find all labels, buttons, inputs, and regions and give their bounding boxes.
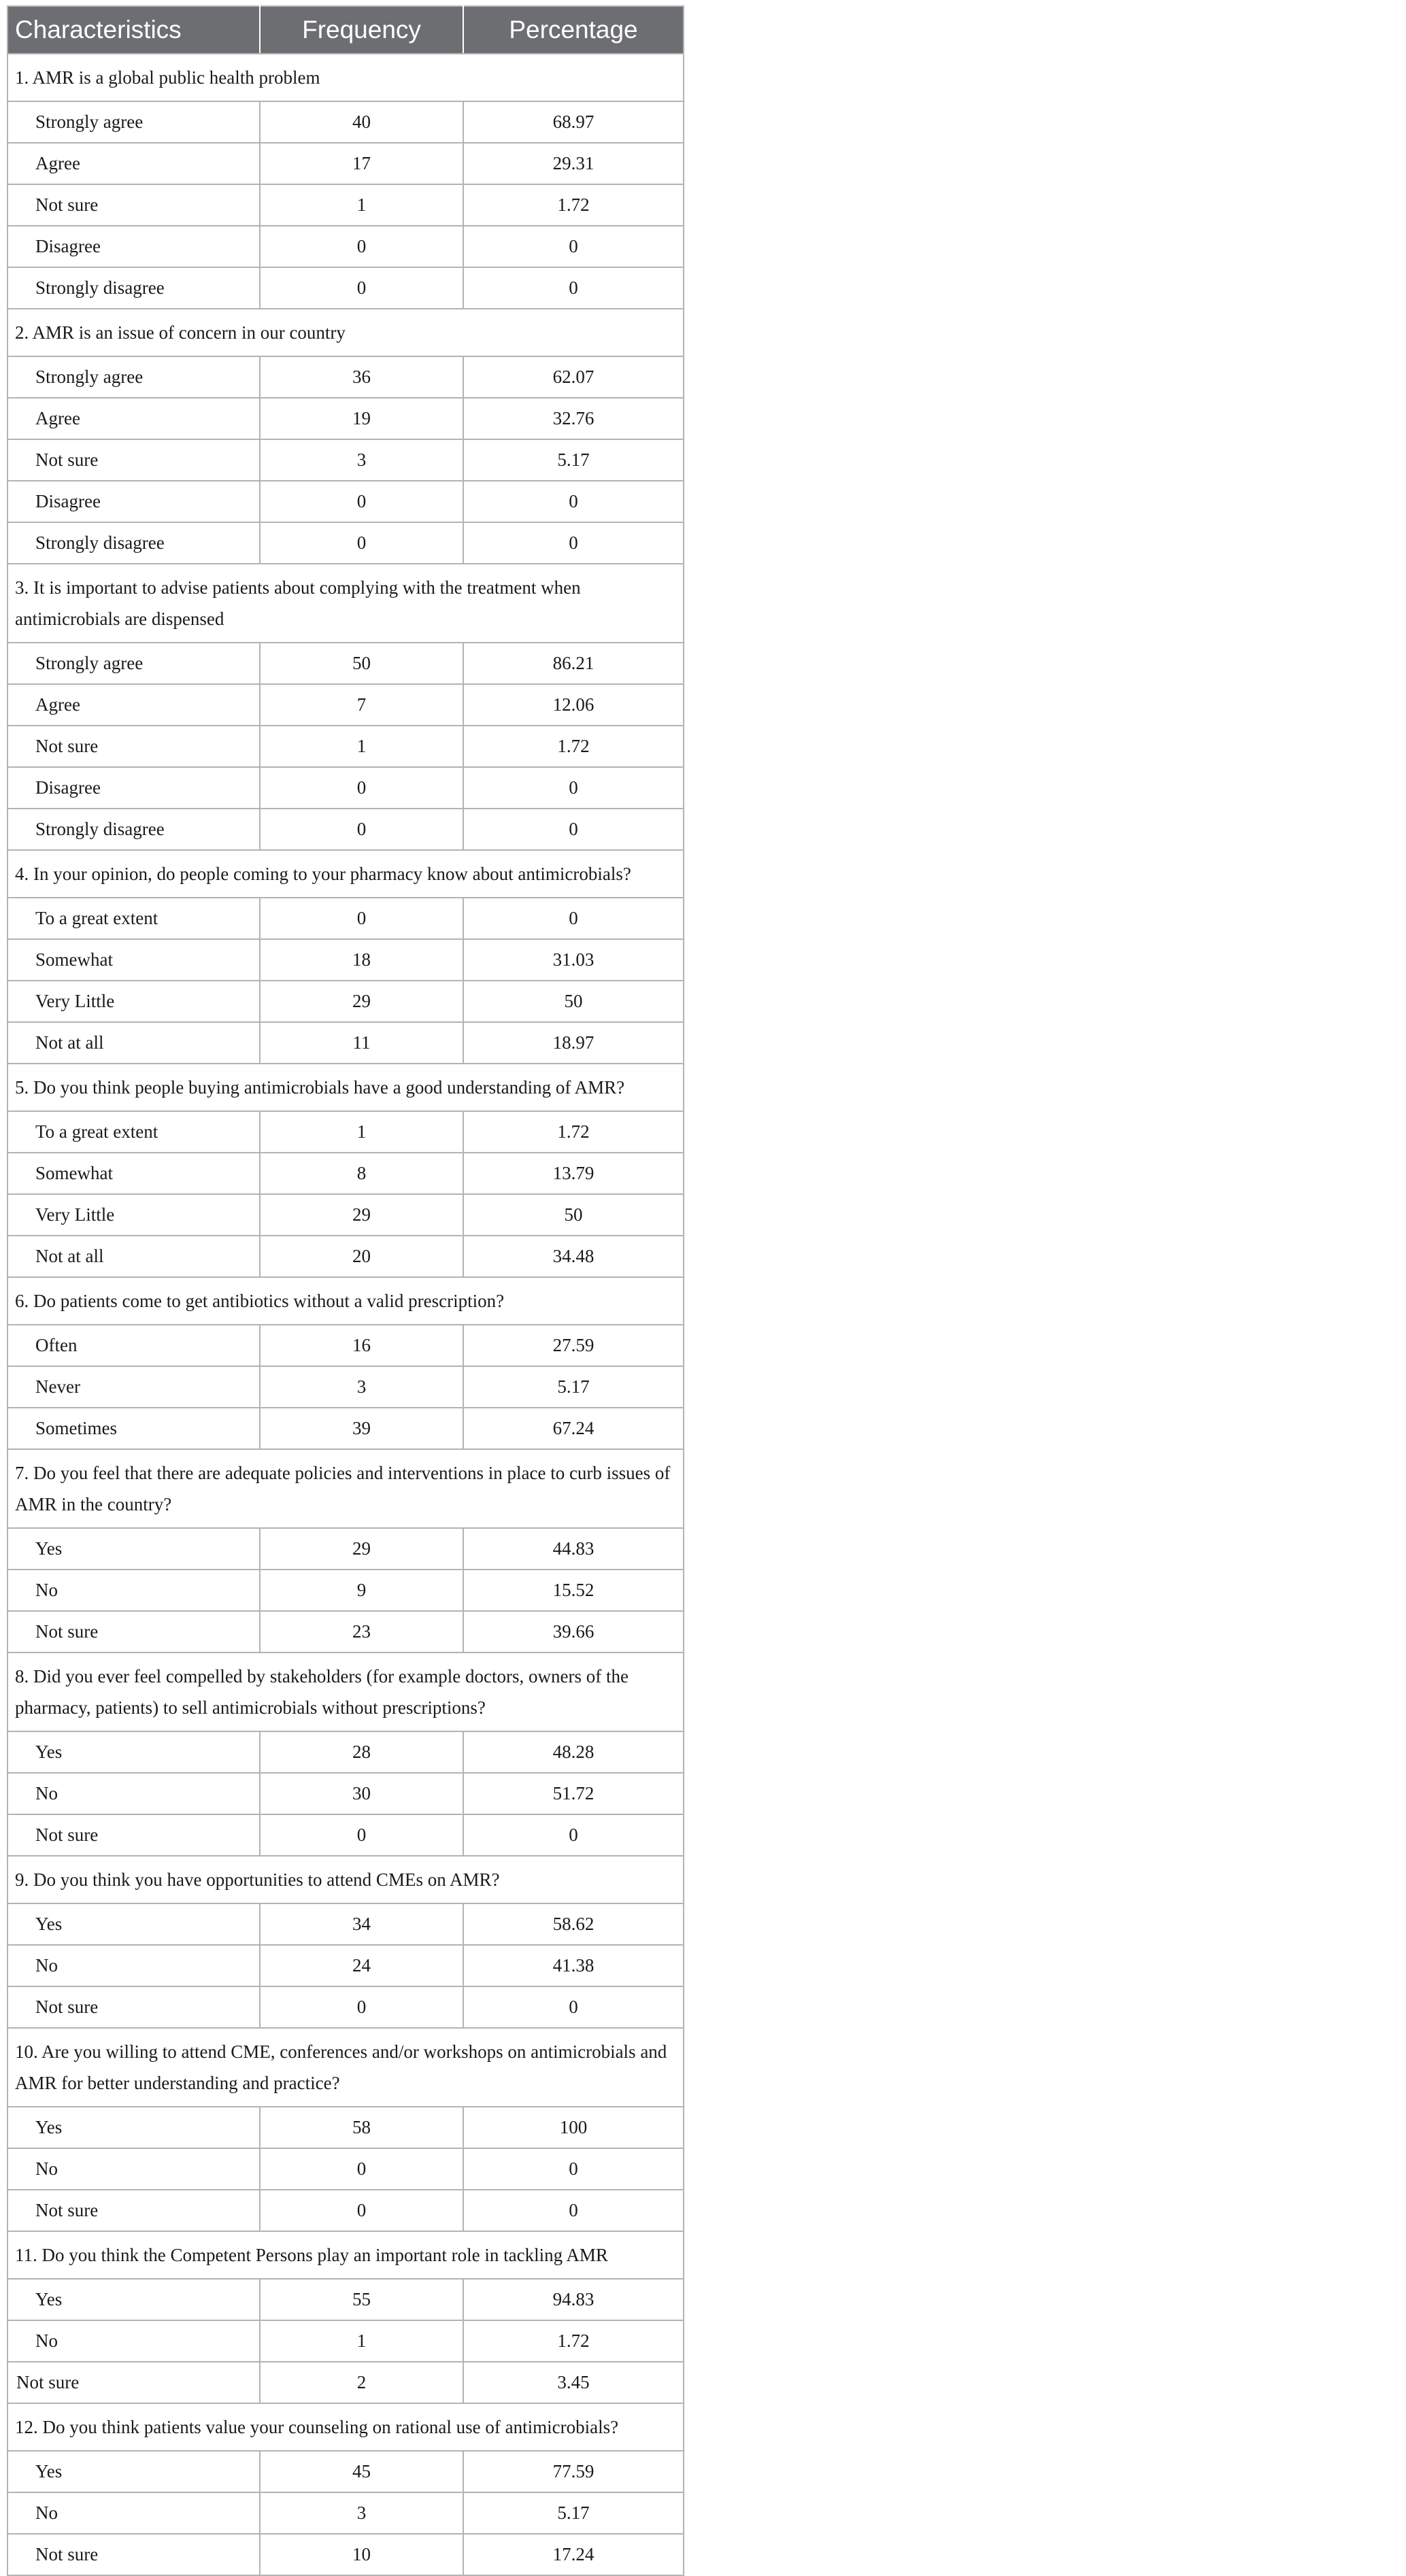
answer-row (7, 2492, 684, 2534)
frequency-cell: 3 (260, 2492, 463, 2534)
frequency-cell: 0 (260, 481, 463, 522)
answer-row (7, 1570, 684, 1611)
answer-option: Not sure (7, 1611, 260, 1653)
answer-row (7, 1814, 684, 1856)
percentage-cell: 1.72 (463, 2320, 684, 2362)
percentage-cell: 0 (463, 767, 684, 809)
percentage-cell: 51.72 (463, 1773, 684, 1814)
answer-row (7, 981, 684, 1022)
question-row (7, 2403, 684, 2451)
percentage-cell: 48.28 (463, 1731, 684, 1773)
percentage-cell: 12.06 (463, 684, 684, 726)
frequency-cell: 55 (260, 2279, 463, 2320)
answer-row (7, 2107, 684, 2148)
question-row (7, 1064, 684, 1111)
answer-option: Agree (7, 398, 260, 439)
percentage-cell: 77.59 (463, 2451, 684, 2492)
answer-row (7, 1731, 684, 1773)
percentage-cell: 17.24 (463, 2534, 684, 2575)
frequency-cell: 0 (260, 1986, 463, 2028)
question-text: 12. Do you think patients value your counseling on rational use of antimicrobials? (7, 2403, 684, 2451)
percentage-cell: 0 (463, 226, 684, 267)
percentage-cell: 94.83 (463, 2279, 684, 2320)
percentage-cell: 0 (463, 481, 684, 522)
frequency-cell: 10 (260, 2534, 463, 2575)
percentage-cell: 0 (463, 522, 684, 564)
question-text: 4. In your opinion, do people coming to your pharmacy know about antimicrobials? (7, 850, 684, 898)
answer-row (7, 101, 684, 143)
percentage-cell: 0 (463, 1814, 684, 1856)
percentage-cell: 1.72 (463, 726, 684, 767)
frequency-cell: 0 (260, 226, 463, 267)
header-frequency: Frequency (260, 6, 463, 54)
answer-option: Disagree (7, 767, 260, 809)
answer-row (7, 267, 684, 309)
answer-option: Yes (7, 2279, 260, 2320)
frequency-cell: 11 (260, 1022, 463, 1064)
answer-row (7, 1903, 684, 1945)
question-text: 1. AMR is a global public health problem (7, 54, 684, 101)
answer-row (7, 809, 684, 850)
answer-row (7, 1111, 684, 1153)
question-text: 8. Did you ever feel compelled by stakeholders (for example doctors, owners of the pharmacy, patients) to sell antimicrobials without prescriptions? (7, 1653, 684, 1731)
answer-option: Somewhat (7, 1153, 260, 1194)
answer-option: Yes (7, 1731, 260, 1773)
percentage-cell: 13.79 (463, 1153, 684, 1194)
frequency-cell: 1 (260, 2320, 463, 2362)
answer-row (7, 2451, 684, 2492)
question-text: 3. It is important to advise patients about complying with the treatment when antimicrobials are dispensed (7, 564, 684, 643)
frequency-cell: 19 (260, 398, 463, 439)
answer-row (7, 2534, 684, 2575)
frequency-cell: 1 (260, 1111, 463, 1153)
percentage-cell: 62.07 (463, 356, 684, 398)
percentage-cell: 5.17 (463, 1366, 684, 1408)
answer-row (7, 726, 684, 767)
answer-option: Sometimes (7, 1408, 260, 1449)
frequency-cell: 0 (260, 2148, 463, 2190)
percentage-cell: 67.24 (463, 1408, 684, 1449)
answer-option: Yes (7, 2451, 260, 2492)
percentage-cell: 32.76 (463, 398, 684, 439)
answer-row (7, 1022, 684, 1064)
answer-option: Disagree (7, 481, 260, 522)
answer-row (7, 1236, 684, 1277)
answer-row (7, 1194, 684, 1236)
answer-option: Disagree (7, 226, 260, 267)
answer-option: Strongly disagree (7, 522, 260, 564)
percentage-cell: 0 (463, 1986, 684, 2028)
frequency-cell: 29 (260, 1194, 463, 1236)
answer-row (7, 2148, 684, 2190)
frequency-cell: 0 (260, 2190, 463, 2231)
answer-option: No (7, 1773, 260, 1814)
frequency-cell: 3 (260, 1366, 463, 1408)
question-row (7, 1856, 684, 1903)
answer-option: Not at all (7, 1236, 260, 1277)
frequency-cell: 29 (260, 1528, 463, 1570)
table-body (7, 54, 684, 2575)
answer-option: Never (7, 1366, 260, 1408)
frequency-cell: 23 (260, 1611, 463, 1653)
frequency-cell: 29 (260, 981, 463, 1022)
question-text: 7. Do you feel that there are adequate policies and interventions in place to curb issues of AMR in the country? (7, 1449, 684, 1528)
answer-row (7, 2320, 684, 2362)
percentage-cell: 18.97 (463, 1022, 684, 1064)
answer-row (7, 439, 684, 481)
frequency-cell: 0 (260, 1814, 463, 1856)
answer-row (7, 684, 684, 726)
frequency-cell: 20 (260, 1236, 463, 1277)
percentage-cell: 27.59 (463, 1325, 684, 1366)
frequency-cell: 0 (260, 267, 463, 309)
answer-row (7, 356, 684, 398)
header-row (7, 6, 684, 54)
question-text: 11. Do you think the Competent Persons play an important role in tackling AMR (7, 2231, 684, 2279)
frequency-cell: 40 (260, 101, 463, 143)
answer-option: Somewhat (7, 939, 260, 981)
answer-option: Yes (7, 2107, 260, 2148)
answer-row (7, 143, 684, 184)
frequency-cell: 18 (260, 939, 463, 981)
percentage-cell: 50 (463, 1194, 684, 1236)
answer-option: Not sure (7, 439, 260, 481)
percentage-cell: 0 (463, 267, 684, 309)
frequency-cell: 17 (260, 143, 463, 184)
frequency-cell: 1 (260, 726, 463, 767)
answer-option: Strongly agree (7, 101, 260, 143)
answer-row (7, 767, 684, 809)
question-row (7, 309, 684, 356)
answer-row (7, 1408, 684, 1449)
answer-option: Agree (7, 684, 260, 726)
answer-row (7, 898, 684, 939)
answer-option: Strongly agree (7, 643, 260, 684)
percentage-cell: 15.52 (463, 1570, 684, 1611)
question-text: 10. Are you willing to attend CME, conferences and/or workshops on antimicrobials and AMR for better understanding and practice? (7, 2028, 684, 2107)
percentage-cell: 31.03 (463, 939, 684, 981)
percentage-cell: 68.97 (463, 101, 684, 143)
answer-option: Not sure (7, 1986, 260, 2028)
answer-option: Not sure (7, 2362, 260, 2403)
question-row (7, 1653, 684, 1731)
header-percentage: Percentage (463, 6, 684, 54)
percentage-cell: 0 (463, 898, 684, 939)
percentage-cell: 0 (463, 2148, 684, 2190)
survey-results-table (7, 5, 684, 2576)
header-characteristics: Characteristics (7, 6, 260, 54)
question-text: 2. AMR is an issue of concern in our country (7, 309, 684, 356)
percentage-cell: 86.21 (463, 643, 684, 684)
answer-row (7, 1773, 684, 1814)
answer-option: No (7, 1570, 260, 1611)
percentage-cell: 3.45 (463, 2362, 684, 2403)
answer-option: Yes (7, 1903, 260, 1945)
answer-row (7, 2362, 684, 2403)
answer-option: No (7, 2148, 260, 2190)
answer-option: Very Little (7, 981, 260, 1022)
question-row (7, 1449, 684, 1528)
frequency-cell: 24 (260, 1945, 463, 1986)
frequency-cell: 36 (260, 356, 463, 398)
answer-option: No (7, 2492, 260, 2534)
answer-row (7, 226, 684, 267)
percentage-cell: 100 (463, 2107, 684, 2148)
question-text: 9. Do you think you have opportunities to attend CMEs on AMR? (7, 1856, 684, 1903)
answer-option: Not sure (7, 726, 260, 767)
answer-option: No (7, 2320, 260, 2362)
question-text: 5. Do you think people buying antimicrobials have a good understanding of AMR? (7, 1064, 684, 1111)
question-row (7, 1277, 684, 1325)
answer-option: Strongly disagree (7, 809, 260, 850)
answer-row (7, 481, 684, 522)
answer-option: Not sure (7, 2190, 260, 2231)
frequency-cell: 3 (260, 439, 463, 481)
percentage-cell: 44.83 (463, 1528, 684, 1570)
frequency-cell: 39 (260, 1408, 463, 1449)
percentage-cell: 41.38 (463, 1945, 684, 1986)
answer-option: Yes (7, 1528, 260, 1570)
frequency-cell: 45 (260, 2451, 463, 2492)
frequency-cell: 9 (260, 1570, 463, 1611)
table-header (7, 6, 684, 54)
answer-option: Not sure (7, 2534, 260, 2575)
frequency-cell: 28 (260, 1731, 463, 1773)
frequency-cell: 50 (260, 643, 463, 684)
frequency-cell: 30 (260, 1773, 463, 1814)
question-row (7, 2028, 684, 2107)
frequency-cell: 0 (260, 522, 463, 564)
survey-table-container (7, 5, 683, 2576)
frequency-cell: 8 (260, 1153, 463, 1194)
answer-option: Often (7, 1325, 260, 1366)
frequency-cell: 2 (260, 2362, 463, 2403)
answer-row (7, 643, 684, 684)
question-text: 6. Do patients come to get antibiotics without a valid prescription? (7, 1277, 684, 1325)
question-row (7, 2231, 684, 2279)
answer-row (7, 398, 684, 439)
answer-option: No (7, 1945, 260, 1986)
answer-row (7, 2279, 684, 2320)
answer-row (7, 1325, 684, 1366)
question-row (7, 850, 684, 898)
percentage-cell: 34.48 (463, 1236, 684, 1277)
answer-option: Agree (7, 143, 260, 184)
percentage-cell: 5.17 (463, 439, 684, 481)
answer-option: Not at all (7, 1022, 260, 1064)
frequency-cell: 0 (260, 767, 463, 809)
percentage-cell: 0 (463, 2190, 684, 2231)
frequency-cell: 0 (260, 898, 463, 939)
answer-row (7, 1945, 684, 1986)
answer-option: Strongly agree (7, 356, 260, 398)
percentage-cell: 5.17 (463, 2492, 684, 2534)
answer-row (7, 1366, 684, 1408)
percentage-cell: 58.62 (463, 1903, 684, 1945)
answer-row (7, 1611, 684, 1653)
answer-row (7, 522, 684, 564)
frequency-cell: 58 (260, 2107, 463, 2148)
answer-option: Strongly disagree (7, 267, 260, 309)
answer-option: To a great extent (7, 898, 260, 939)
percentage-cell: 1.72 (463, 1111, 684, 1153)
percentage-cell: 39.66 (463, 1611, 684, 1653)
answer-option: Very Little (7, 1194, 260, 1236)
answer-row (7, 1153, 684, 1194)
answer-option: Not sure (7, 1814, 260, 1856)
frequency-cell: 7 (260, 684, 463, 726)
answer-row (7, 1986, 684, 2028)
answer-row (7, 2190, 684, 2231)
frequency-cell: 16 (260, 1325, 463, 1366)
percentage-cell: 50 (463, 981, 684, 1022)
question-row (7, 54, 684, 101)
answer-option: Not sure (7, 184, 260, 226)
answer-row (7, 1528, 684, 1570)
percentage-cell: 0 (463, 809, 684, 850)
answer-row (7, 184, 684, 226)
frequency-cell: 1 (260, 184, 463, 226)
frequency-cell: 34 (260, 1903, 463, 1945)
answer-option: To a great extent (7, 1111, 260, 1153)
question-row (7, 564, 684, 643)
percentage-cell: 1.72 (463, 184, 684, 226)
percentage-cell: 29.31 (463, 143, 684, 184)
frequency-cell: 0 (260, 809, 463, 850)
answer-row (7, 939, 684, 981)
